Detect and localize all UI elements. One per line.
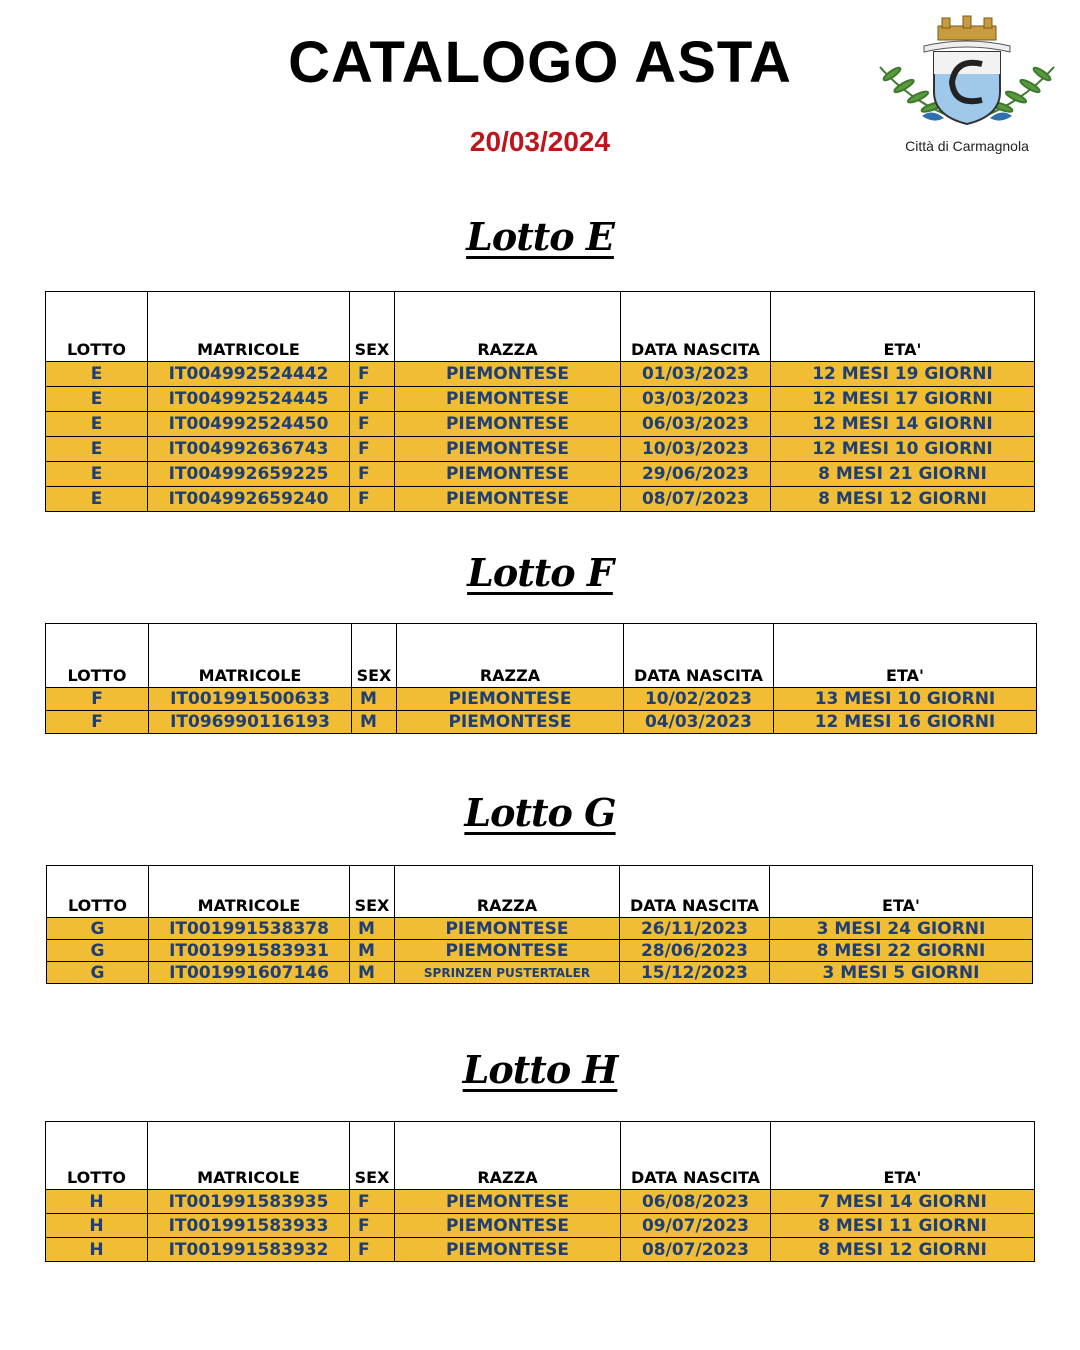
- crest-caption: Città di Carmagnola: [905, 138, 1029, 154]
- cell-matricola: IT001991583935: [148, 1190, 350, 1214]
- cell-razza: PIEMONTESE: [395, 437, 621, 462]
- cell-sex: F: [350, 362, 395, 387]
- lot-table-f: [45, 623, 1037, 734]
- cell-data-nascita: 10/02/2023: [624, 688, 774, 711]
- cell-razza: PIEMONTESE: [397, 688, 624, 711]
- cell-eta: 13 MESI 10 GIORNI: [774, 688, 1037, 711]
- cell-matricola: IT004992524442: [148, 362, 350, 387]
- col-matricole: MATRICOLE: [149, 866, 350, 918]
- lot-table-e: [45, 291, 1035, 512]
- cell-data-nascita: 10/03/2023: [621, 437, 771, 462]
- col-matricole: MATRICOLE: [148, 1122, 350, 1190]
- cell-eta: 8 MESI 22 GIORNI: [770, 940, 1033, 962]
- cell-lotto: E: [46, 362, 148, 387]
- col-data-nascita: DATA NASCITA: [620, 866, 770, 918]
- cell-matricola: IT001991583931: [149, 940, 350, 962]
- cell-data-nascita: 06/08/2023: [621, 1190, 771, 1214]
- cell-sex: F: [350, 387, 395, 412]
- col-data-nascita: DATA NASCITA: [621, 292, 771, 362]
- col-eta: ETA': [771, 1122, 1035, 1190]
- cell-data-nascita: 09/07/2023: [621, 1214, 771, 1238]
- col-data-nascita: DATA NASCITA: [624, 624, 774, 688]
- cell-matricola: IT001991500633: [149, 688, 352, 711]
- cell-eta: 8 MESI 21 GIORNI: [771, 462, 1035, 487]
- catalog-title: CATALOGO ASTA: [288, 30, 792, 95]
- cell-eta: 7 MESI 14 GIORNI: [771, 1190, 1035, 1214]
- col-razza: RAZZA: [397, 624, 624, 688]
- cell-matricola: IT004992524445: [148, 387, 350, 412]
- table-row: [46, 711, 1037, 734]
- col-sex: SEX: [350, 1122, 395, 1190]
- cell-razza: PIEMONTESE: [395, 362, 621, 387]
- cell-sex: M: [350, 940, 395, 962]
- table-header: [46, 292, 1035, 362]
- cell-razza: PIEMONTESE: [395, 487, 621, 512]
- col-razza: RAZZA: [395, 866, 620, 918]
- lot-heading-e: Lotto E: [466, 214, 614, 259]
- cell-eta: 12 MESI 16 GIORNI: [774, 711, 1037, 734]
- cell-eta: 8 MESI 12 GIORNI: [771, 487, 1035, 512]
- cell-razza: PIEMONTESE: [397, 711, 624, 734]
- lot-heading-h: Lotto H: [462, 1047, 618, 1092]
- table-row: [46, 462, 1035, 487]
- cell-matricola: IT001991538378: [149, 918, 350, 940]
- cell-matricola: IT001991583932: [148, 1238, 350, 1262]
- table-header: [47, 866, 1033, 918]
- col-sex: SEX: [352, 624, 397, 688]
- lot-heading-f: Lotto F: [467, 550, 613, 595]
- cell-razza: PIEMONTESE: [395, 940, 620, 962]
- col-matricole: MATRICOLE: [149, 624, 352, 688]
- col-lotto: LOTTO: [46, 624, 149, 688]
- lot-heading-g: Lotto G: [464, 790, 616, 835]
- cell-razza: PIEMONTESE: [395, 462, 621, 487]
- cell-sex: F: [350, 1214, 395, 1238]
- cell-data-nascita: 03/03/2023: [621, 387, 771, 412]
- cell-sex: M: [350, 918, 395, 940]
- cell-razza: PIEMONTESE: [395, 1214, 621, 1238]
- col-razza: RAZZA: [395, 292, 621, 362]
- cell-sex: M: [352, 688, 397, 711]
- table-row: [46, 412, 1035, 437]
- col-razza: RAZZA: [395, 1122, 621, 1190]
- table-row: [46, 387, 1035, 412]
- cell-lotto: G: [47, 962, 149, 984]
- table-header: [46, 624, 1037, 688]
- cell-lotto: E: [46, 487, 148, 512]
- cell-data-nascita: 15/12/2023: [620, 962, 770, 984]
- cell-lotto: E: [46, 412, 148, 437]
- lot-table-h: [45, 1121, 1035, 1262]
- col-sex: SEX: [350, 292, 395, 362]
- cell-data-nascita: 08/07/2023: [621, 487, 771, 512]
- cell-lotto: H: [46, 1238, 148, 1262]
- table-row: [46, 437, 1035, 462]
- cell-sex: M: [352, 711, 397, 734]
- cell-razza: PIEMONTESE: [395, 1190, 621, 1214]
- col-lotto: LOTTO: [47, 866, 149, 918]
- col-sex: SEX: [350, 866, 395, 918]
- cell-sex: M: [350, 962, 395, 984]
- cell-sex: F: [350, 1238, 395, 1262]
- cell-data-nascita: 06/03/2023: [621, 412, 771, 437]
- cell-eta: 3 MESI 5 GIORNI: [770, 962, 1033, 984]
- cell-lotto: E: [46, 437, 148, 462]
- cell-data-nascita: 26/11/2023: [620, 918, 770, 940]
- auction-date: 20/03/2024: [469, 126, 611, 157]
- cell-matricola: IT001991607146: [149, 962, 350, 984]
- table-header: [46, 1122, 1035, 1190]
- cell-lotto: H: [46, 1214, 148, 1238]
- cell-lotto: E: [46, 387, 148, 412]
- col-lotto: LOTTO: [46, 292, 148, 362]
- col-eta: ETA': [770, 866, 1033, 918]
- table-row: [47, 918, 1033, 940]
- cell-sex: F: [350, 487, 395, 512]
- cell-data-nascita: 28/06/2023: [620, 940, 770, 962]
- carmagnola-coat-of-arms-icon: [872, 12, 1062, 134]
- cell-sex: F: [350, 412, 395, 437]
- cell-eta: 12 MESI 14 GIORNI: [771, 412, 1035, 437]
- cell-eta: 8 MESI 12 GIORNI: [771, 1238, 1035, 1262]
- cell-eta: 12 MESI 17 GIORNI: [771, 387, 1035, 412]
- table-row: [47, 940, 1033, 962]
- col-matricole: MATRICOLE: [148, 292, 350, 362]
- table-row: [46, 362, 1035, 387]
- cell-eta: 12 MESI 10 GIORNI: [771, 437, 1035, 462]
- cell-eta: 12 MESI 19 GIORNI: [771, 362, 1035, 387]
- cell-lotto: E: [46, 462, 148, 487]
- cell-matricola: IT004992659225: [148, 462, 350, 487]
- cell-lotto: G: [47, 940, 149, 962]
- cell-data-nascita: 04/03/2023: [624, 711, 774, 734]
- cell-razza: PIEMONTESE: [395, 918, 620, 940]
- col-eta: ETA': [774, 624, 1037, 688]
- cell-razza: PIEMONTESE: [395, 387, 621, 412]
- cell-eta: 8 MESI 11 GIORNI: [771, 1214, 1035, 1238]
- cell-lotto: G: [47, 918, 149, 940]
- cell-razza: PIEMONTESE: [395, 412, 621, 437]
- cell-matricola: IT096990116193: [149, 711, 352, 734]
- cell-eta: 3 MESI 24 GIORNI: [770, 918, 1033, 940]
- cell-sex: F: [350, 1190, 395, 1214]
- table-row: [46, 688, 1037, 711]
- cell-razza: SPRINZEN PUSTERTALER: [395, 962, 620, 984]
- lot-table-g: [46, 865, 1033, 984]
- col-eta: ETA': [771, 292, 1035, 362]
- table-row: [46, 1190, 1035, 1214]
- cell-sex: F: [350, 462, 395, 487]
- table-row: [46, 1238, 1035, 1262]
- cell-lotto: F: [46, 688, 149, 711]
- cell-lotto: F: [46, 711, 149, 734]
- cell-matricola: IT001991583933: [148, 1214, 350, 1238]
- table-row: [47, 962, 1033, 984]
- cell-data-nascita: 01/03/2023: [621, 362, 771, 387]
- col-lotto: LOTTO: [46, 1122, 148, 1190]
- cell-razza: PIEMONTESE: [395, 1238, 621, 1262]
- col-data-nascita: DATA NASCITA: [621, 1122, 771, 1190]
- cell-data-nascita: 08/07/2023: [621, 1238, 771, 1262]
- cell-matricola: IT004992636743: [148, 437, 350, 462]
- cell-sex: F: [350, 437, 395, 462]
- table-row: [46, 1214, 1035, 1238]
- cell-matricola: IT004992659240: [148, 487, 350, 512]
- cell-data-nascita: 29/06/2023: [621, 462, 771, 487]
- cell-lotto: H: [46, 1190, 148, 1214]
- table-row: [46, 487, 1035, 512]
- cell-matricola: IT004992524450: [148, 412, 350, 437]
